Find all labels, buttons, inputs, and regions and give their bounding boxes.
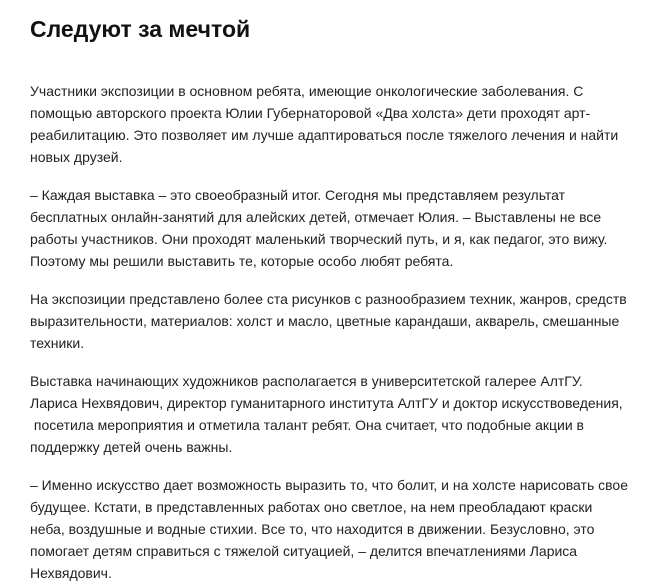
paragraph-line: работы участников. Они проходят маленький творческий путь, и я, как педагог, это вижу. xyxy=(30,231,608,247)
paragraph-line: Лариса Нехвядович, директор гуманитарного института АлтГУ и доктор искусствоведения, xyxy=(30,395,623,411)
paragraph-line: Выставка начинающих художников располагается в университетской галерее АлтГУ. xyxy=(30,373,583,389)
paragraph-line: помощью авторского проекта Юлии Губернаторовой «Два холста» дети проходят арт- xyxy=(30,105,591,121)
paragraph-line: посетила мероприятия и отметила талант ребят. Она считает, что подобные акции в xyxy=(30,417,584,433)
paragraph-line: Участники экспозиции в основном ребята, имеющие онкологические заболевания. С xyxy=(30,83,584,99)
paragraph-line: На экспозиции представлено более ста рисунков с разнообразием техник, жанров, средств xyxy=(30,291,627,307)
paragraph-3 xyxy=(30,288,627,354)
paragraph-line: – Именно искусство дает возможность выразить то, что болит, и на холсте нарисовать свое xyxy=(30,477,628,493)
article-body xyxy=(30,80,628,584)
paragraph-2 xyxy=(30,184,621,272)
paragraph-4 xyxy=(30,370,621,458)
paragraph-line: помогает детям справиться с тяжелой ситуацией, – делится впечатлениями Лариса xyxy=(30,543,578,559)
paragraph-line: реабилитацию. Это позволяет им лучше адаптироваться после тяжелого лечения и найти xyxy=(30,127,619,143)
paragraph-5 xyxy=(30,474,628,584)
paragraph-line: Поэтому мы решили выставить те, которые особо любят ребята. xyxy=(30,253,454,269)
article-title: Следуют за мечтой xyxy=(30,16,251,42)
paragraph-line: новых друзей. xyxy=(30,149,123,165)
paragraph-line: выразительности, материалов: холст и масло, цветные карандаши, акварель, смешанные xyxy=(30,313,620,329)
paragraph-1 xyxy=(30,80,621,168)
paragraph-line: техники. xyxy=(30,335,85,351)
paragraph-line: поддержку детей очень важны. xyxy=(30,439,233,455)
paragraph-line: неба, воздушные и водные стихии. Все то, что находится в движении. Безусловно, это xyxy=(30,521,595,537)
paragraph-line: бесплатных онлайн-занятий для алейских детей, отмечает Юлия. – Выставлены не все xyxy=(30,209,602,225)
paragraph-line: будущее. Кстати, в представленных работах оно светлое, на нем преобладают краски xyxy=(30,499,593,515)
paragraph-line: – Каждая выставка – это своеобразный итог. Сегодня мы представляем результат xyxy=(30,187,566,203)
paragraph-line: Нехвядович. xyxy=(30,565,112,581)
